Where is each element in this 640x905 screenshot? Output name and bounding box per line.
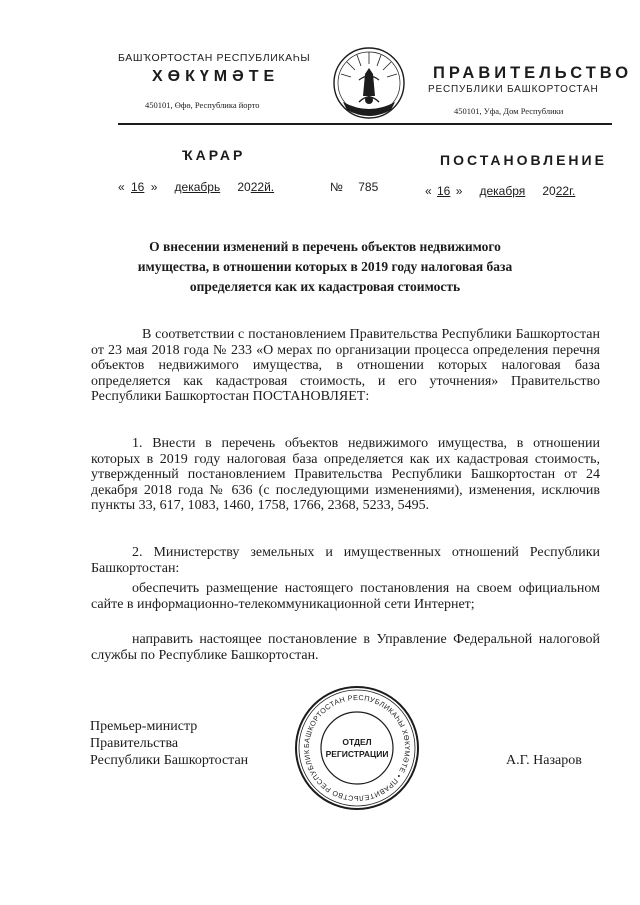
body-item2a: обеспечить размещение настоящего постановления на своем официальном сайте в информационно-телекоммуникационной сети Интернет;: [91, 581, 600, 612]
registration-stamp: [292, 683, 422, 813]
body-item1: 1. Внести в перечень объектов недвижимого имущества, в отношении которых в 2019 году налоговая база определяется как их кадастровая стоимость, утвержденный постановлением Правительства Республики Башкортостан от 24 декабря 2018 года № 636 (с последующими изменениями), изменения, исключив пункты 33, 617, 1083, 1460, 1758, 1766, 2368, 5233, 5495.: [91, 436, 600, 513]
header-left-line2: ХӨКҮМӘТЕ: [152, 68, 280, 85]
header-right-address: 450101, Уфа, Дом Республики: [454, 106, 564, 116]
title-line1: О внесении изменений в перечень объектов недвижимого: [149, 239, 501, 254]
doc-type-right: ПОСТАНОВЛЕНИЕ: [440, 152, 607, 168]
date-left-open-quote: «: [118, 180, 125, 194]
date-left: [118, 180, 274, 194]
header-right-line1: ПРАВИТЕЛЬСТВО: [433, 64, 633, 82]
date-right-year-prefix: 20: [542, 184, 556, 198]
body-item2: 2. Министерству земельных и имущественных отношений Республики Башкортостан:: [91, 545, 600, 576]
body-item2b: направить настоящее постановление в Управление Федеральной налоговой службы по Республике Башкортостан.: [91, 632, 600, 663]
header-right-line2: РЕСПУБЛИКИ БАШКОРТОСТАН: [428, 84, 599, 95]
doc-type-left: ҠАРАР: [182, 147, 246, 163]
title-line2: имущества, в отношении которых в 2019 году налоговая база: [137, 259, 513, 274]
signatory-position-line1: Премьер-министр: [90, 719, 198, 734]
date-right-month: декабря: [479, 184, 526, 198]
date-left-year-suffix: 22й.: [250, 180, 275, 194]
stamp-center-line1: ОТДЕЛ: [342, 737, 372, 747]
date-right-open-quote: «: [425, 184, 432, 198]
signatory-position-line3: Республики Башкортостан: [90, 753, 249, 768]
doc-number-sign: №: [330, 180, 343, 194]
date-left-day: 16: [131, 180, 145, 194]
header-left-address: 450101, Өфө, Республика йорто: [145, 100, 260, 110]
date-left-month: декабрь: [174, 180, 221, 194]
date-right-close-quote: »: [455, 184, 463, 198]
title-line3: определяется как их кадастровая стоимость: [189, 279, 461, 294]
signatory-name: А.Г. Назаров: [506, 753, 582, 768]
date-left-close-quote: »: [150, 180, 158, 194]
doc-number-value: 785: [358, 180, 379, 194]
signatory-position: [90, 718, 248, 769]
date-right-day: 16: [437, 184, 451, 198]
header-left-line1: БАШҠОРТОСТАН РЕСПУБЛИКАҺЫ: [118, 52, 311, 64]
document-title: [110, 237, 540, 297]
header-rule: [118, 123, 612, 125]
body-preamble: В соответствии с постановлением Правительства Республики Башкортостан от 23 мая 2018 года № 233 «О мерах по организации процесса определения перечня объектов недвижимого имущества, в отношении которых налоговая база определяется как кадастровая стоимость, и его уточнения» Правительство Республики Башкортостан ПОСТАНОВЛЯЕТ:: [91, 327, 600, 404]
signatory-position-line2: Правительства: [90, 736, 179, 751]
coat-of-arms-emblem: [329, 44, 409, 122]
date-left-year-prefix: 20: [237, 180, 251, 194]
stamp-center-line2: РЕГИСТРАЦИИ: [325, 749, 389, 759]
doc-number: [330, 180, 378, 194]
date-right: [425, 184, 575, 198]
date-right-year-suffix: 22г.: [555, 184, 576, 198]
stamp-outer-text: БАШКОРТОСТАН РЕСПУБЛИКАҺЫ ХӨКҮМӘТЕ • ПРАВИТЕЛЬСТВО РЕСПУБЛИК: [301, 692, 413, 804]
